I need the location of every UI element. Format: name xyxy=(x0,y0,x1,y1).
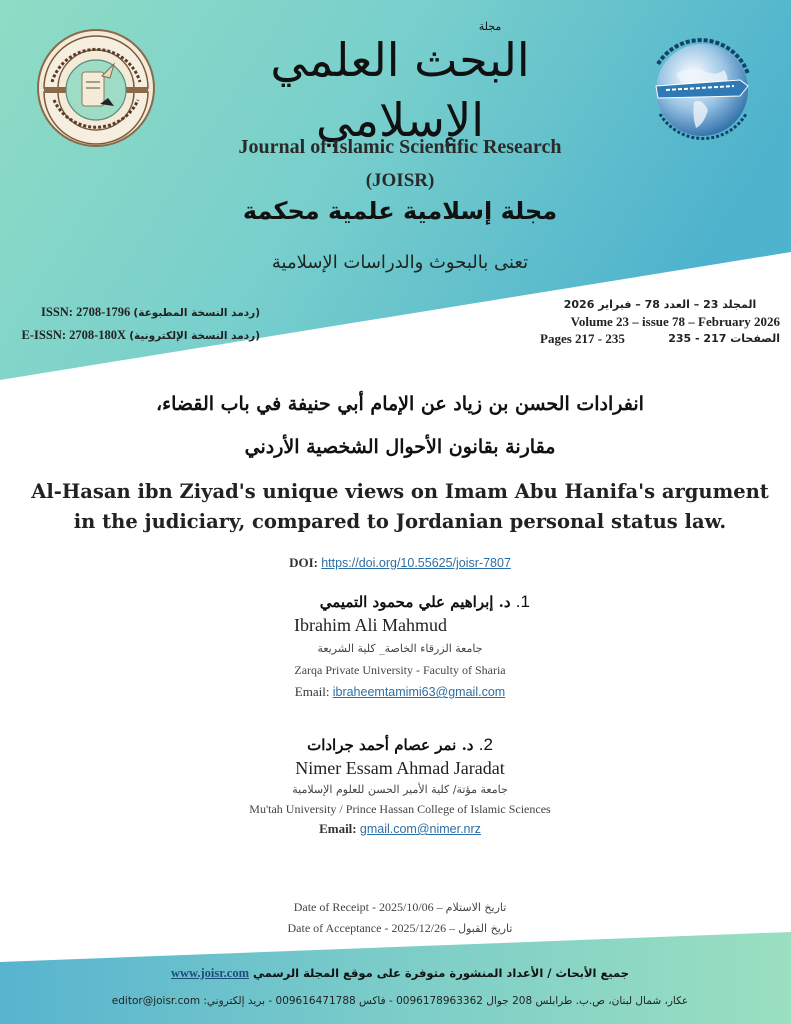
issn-print: ISSN: 2708-1796 (ردمد النسخة المطبوعة) xyxy=(41,305,260,319)
issue-line-ar: المجلد 23 – العدد 78 – فبراير 2026 xyxy=(563,298,757,311)
journal-calligraphy-title: البحث العلمي الإسلامي xyxy=(270,33,530,147)
scroll-quill-emblem-icon xyxy=(36,28,156,148)
author-2-name-en: Nimer Essam Ahmad Jaradat xyxy=(295,758,505,778)
website-link[interactable]: www.joisr.com xyxy=(170,966,249,980)
doi-line xyxy=(200,555,600,571)
author-2 xyxy=(240,735,560,837)
journal-abbreviation: (JOISR) xyxy=(365,170,435,191)
author-2-affiliation-en: Mu'tah University / Prince Hassan College of Islamic Sciences xyxy=(249,802,551,816)
pages-en: Pages 217 - 235 xyxy=(540,331,625,346)
date-receipt: Date of Receipt - 2025/10/06 – تاريخ الاستلام xyxy=(293,900,507,914)
author-1-name-ar: 1. د. إبراهيم علي محمود التميمي xyxy=(319,592,530,611)
globe-emblem-icon xyxy=(636,24,768,156)
bukhari-academy-logo xyxy=(636,24,768,156)
issn-online: E-ISSN: 2708-180X (ردمد النسخة الإلكترونية) xyxy=(21,328,260,342)
doi-label: DOI: xyxy=(289,555,318,570)
pages-line xyxy=(540,330,780,347)
author-2-email-link[interactable]: gmail.com@nimer.nrz xyxy=(359,822,481,836)
author-1-affiliation-en: Zarqa Private University - Faculty of Sharia xyxy=(294,663,506,677)
dates-block xyxy=(200,897,600,939)
issue-line-en: Volume 23 – issue 78 – February 2026 xyxy=(570,314,780,329)
journal-subtitle-ar: مجلة إسلامية علمية محكمة xyxy=(242,197,558,225)
article-title-ar-line2: مقارنة بقانون الأحوال الشخصية الأردني xyxy=(244,436,556,458)
journal-kicker: مجلة xyxy=(478,20,502,33)
author-1-affiliation-ar: جامعة الزرقاء الخاصة_ كلية الشريعة xyxy=(317,642,483,655)
author-2-email: Email: gmail.com@nimer.nrz xyxy=(319,821,481,836)
author-1-name-en: Ibrahim Ali Mahmud xyxy=(294,615,447,635)
contact-email[interactable]: editor@joisr.com xyxy=(111,995,201,1007)
author-1 xyxy=(250,592,550,700)
issue-block xyxy=(540,296,780,347)
journal-tagline-ar: تعنى بالبحوث والدراسات الإسلامية xyxy=(271,252,529,273)
author-2-affiliation-ar: جامعة مؤتة/ كلية الأمير الحسن للعلوم الإسلامية xyxy=(292,783,508,796)
footer-availability: جميع الأبحاث / الأعداد المنشورة متوفرة على موقع المجلة الرسمي www.joisr.com xyxy=(170,966,630,980)
issn-block xyxy=(20,301,260,347)
bukhari-center-logo xyxy=(36,28,156,148)
date-acceptance: Date of Acceptance - 2025/12/26 – تاريخ القبول xyxy=(287,921,513,935)
footer-contact: عكار، شمال لبنان، ص.ب. طرابلس 208 جوال 0096178963362 - فاكس 009616471788 - بريد إلكتروني: editor@joisr.com xyxy=(111,995,689,1007)
pages-ar: الصفحات 217 - 235 xyxy=(668,332,780,345)
doi-link[interactable]: https://doi.org/10.55625/joisr-7807 xyxy=(321,556,511,570)
journal-title-en: Journal of Islamic Scientific Research xyxy=(238,136,562,158)
article-title-ar-line1: انفرادات الحسن بن زياد عن الإمام أبي حنيفة في باب القضاء، xyxy=(156,393,644,415)
article-title-en: Al-Hasan ibn Ziyad's unique views on Imam Abu Hanifa's argument in the judiciary, compared to Jordanian personal status law. xyxy=(31,480,769,533)
author-2-name-ar: 2. د. نمر عصام أحمد جرادات xyxy=(307,735,493,754)
author-1-email-link[interactable]: ibraheemtamimi63@gmail.com xyxy=(332,685,506,699)
author-1-email: Email: ibraheemtamimi63@gmail.com xyxy=(294,684,506,699)
